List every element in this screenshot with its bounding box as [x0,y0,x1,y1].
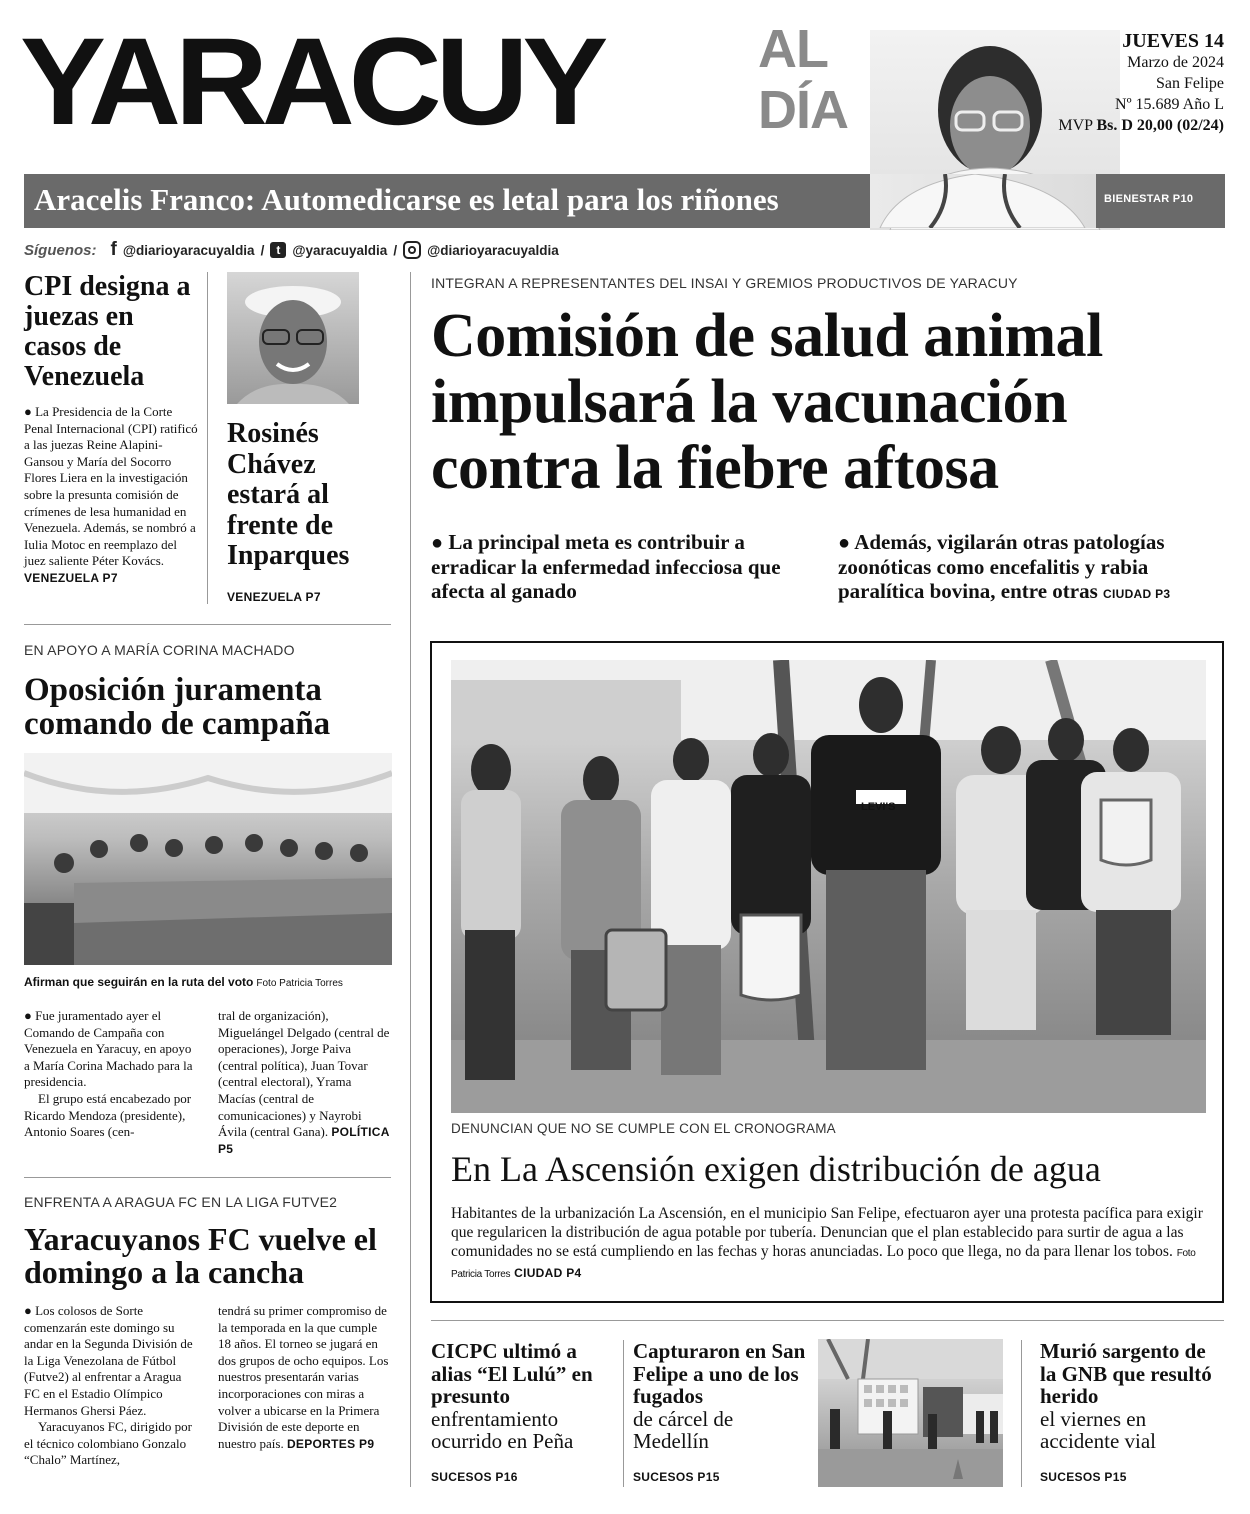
main-deck-1 [431,530,811,603]
brief-2-section[interactable]: SUCESOS P15 [633,1470,720,1484]
oposicion-section[interactable]: POLÍTICA P5 [218,1125,390,1156]
yaracuyanos-col1 [24,1303,198,1469]
price-prefix: MVP [1058,117,1093,134]
edition-day: JUEVES 14 [1122,30,1224,52]
banner-headline[interactable]: Aracelis Franco: Automedicarse es letal para los riñones [34,182,779,217]
bullet-dot: ● [838,532,851,554]
oposicion-col1 [24,1008,198,1141]
brief-3-rest: el viernes en accidente vial [1040,1406,1157,1453]
edition-price [1058,115,1224,136]
social-sep-2: / [393,242,398,258]
photo-protesta-agua [451,660,1206,1113]
edition-date: Marzo de 2024 [1127,54,1224,71]
agua-kicker: DENUNCIAN QUE NO SE CUMPLE CON EL CRONOGRAMA [451,1121,836,1136]
brief-3-bold: Murió sargento de la GNB que resultó herido [1040,1339,1212,1408]
brief-1-rest: enfrentamiento ocurrido en Peña [431,1406,574,1453]
brief-2[interactable] [633,1340,813,1453]
divider-cpi-rosines [207,272,208,604]
agua-section[interactable]: CIUDAD P4 [514,1266,582,1280]
yaracuyanos-col1b-text: Yaracuyanos FC, dirigido por el técnico colombiano Gonzalo “Chalo” Martínez, [24,1419,192,1468]
masthead-title: YARACUY [20,13,603,151]
bullet-dot: ● [431,532,444,554]
masthead-al: AL [758,19,828,79]
agua-headline[interactable]: En La Ascensión exigen distribución de agua [451,1149,1101,1189]
social-sep-1: / [260,242,265,258]
brief-1-section[interactable]: SUCESOS P16 [431,1470,518,1484]
main-deck-2-text: Además, vigilarán otras patologías zoonóticas como encefalitis y rabia paralítica bovina, entre otras [838,530,1165,603]
agua-credit: Foto Patricia Torres [451,1248,1196,1280]
divider-brief-2-3 [1021,1340,1022,1487]
brief-1-bold: CICPC ultimó a alias “El Lulú” en presunto [431,1339,593,1408]
facebook-handle[interactable]: @diarioyaracuyaldia [122,242,255,258]
divider-briefs [431,1320,1224,1321]
bullet-dot: ● [24,404,32,419]
instagram-handle[interactable]: @diarioyaracuyaldia [427,242,559,258]
brief-1[interactable] [431,1340,616,1453]
yaracuyanos-col2-text: tendrá su primer compromiso de la temporada en la que cumple 18 años. El torneo se jugará en dos grupos de ocho equipos. Los nuestros presentarán varias incorporaciones con miras a volver a ubicarse en la Primera División de este deporte en nuestro país. [218,1303,389,1451]
banner-section[interactable]: BIENESTAR P10 [1104,193,1194,205]
oposicion-col1b-text: El grupo está encabezado por Ricardo Mendoza (presidente), Antonio Soares (cen- [24,1090,192,1140]
rosines-section[interactable]: VENEZUELA P7 [227,590,321,604]
main-section[interactable]: CIUDAD P3 [1103,587,1171,601]
agua-body-text: Habitantes de la urbanización La Ascensión, en el municipio San Felipe, efectuaron ayer una protesta pacífica para exigir que regularicen la distribución de agua potable por tubería. Denuncian que el plan establecido para surtir de agua a las comunidades no se está cumpliendo en las fechas y horas anunciadas. Lo poco que llega, no da para llenar los tobos. [451,1205,1203,1260]
twitter-icon[interactable]: t [270,242,286,258]
brief-2-rest: de cárcel de Medellín [633,1406,734,1453]
yaracuyanos-section[interactable]: DEPORTES P9 [286,1436,375,1451]
photo-carcel [818,1339,1003,1487]
edition-info [1058,30,1224,136]
yaracuyanos-col1-text: Los colosos de Sorte comenzarán este domingo su andar en la Segunda División de la Liga Venezolana de Fútbol (Futve2) al enfrentar a Aragua FC en el Estadio Olímpico Hermanos Ghersi Páez. [24,1303,193,1418]
cpi-body [24,404,199,587]
oposicion-headline[interactable]: Oposición juramenta comando de campaña [24,672,331,742]
masthead-dia: DÍA [758,80,848,140]
divider-top-left [24,624,391,625]
brief-3[interactable] [1040,1340,1225,1453]
cpi-headline[interactable]: CPI designa a juezas en casos de Venezuela [24,271,191,392]
social-label: Síguenos: [24,241,97,259]
main-kicker: INTEGRAN A REPRESENTANTES DEL INSAI Y GREMIOS PRODUCTIVOS DE YARACUY [431,275,1018,291]
bullet-dot: ● [24,1303,32,1318]
main-headline[interactable]: Comisión de salud animal impulsará la vacunación contra la fiebre aftosa [431,302,1103,502]
social-bar [24,239,559,261]
yaracuyanos-headline[interactable]: Yaracuyanos FC vuelve el domingo a la cancha [24,1221,377,1290]
divider-mid-left [24,1177,391,1178]
oposicion-col2-text: tral de organización), Miguelángel Delgado (central de operaciones), Jorge Paiva (central política), Juan Tovar (central electoral), Yrama Macías (central de comunicaciones) y Nayrobi Ávila (central Gana). [218,1008,390,1140]
oposicion-caption-text: Afirman que seguirán en la ruta del voto [24,975,254,989]
oposicion-credit: Foto Patricia Torres [256,978,343,989]
divider-left-right [410,272,411,1487]
instagram-icon[interactable] [403,241,421,259]
edition-issue: Nº 15.689 Año L [1115,96,1224,113]
rosines-headline[interactable]: Rosinés Chávez estará al frente de Inparques [227,418,350,571]
price-value: Bs. D 20,00 (02/24) [1096,117,1224,134]
edition-city: San Felipe [1156,75,1224,92]
yaracuyanos-kicker: ENFRENTA A ARAGUA FC EN LA LIGA FUTVE2 [24,1194,338,1210]
facebook-icon[interactable]: f [110,239,117,260]
shirt-logo: LEVI'S [861,801,896,813]
agua-body [451,1204,1211,1284]
oposicion-kicker: EN APOYO A MARÍA CORINA MACHADO [24,642,295,658]
main-deck-2 [838,530,1228,606]
portrait-overlay [870,174,1096,228]
oposicion-caption [24,975,392,990]
yaracuyanos-col2 [218,1303,392,1452]
photo-oposicion-acto [24,753,392,965]
bullet-dot: ● [24,1008,32,1023]
oposicion-col1-text: Fue juramentado ayer el Comando de Campaña con Venezuela en Yaracuy, en apoyo a María Corina Machado para la presidencia. [24,1008,193,1090]
photo-rosines-chavez [227,272,359,404]
oposicion-col2 [218,1008,392,1157]
brief-3-section[interactable]: SUCESOS P15 [1040,1470,1127,1484]
cpi-text: La Presidencia de la Corte Penal Internacional (CPI) ratificó a las juezas Reine Alapini-Gansou y María del Socorro Flores Liera en la investigación sobre la presunta comisión de crímenes de lesa humanidad en Venezuela. Además, se nombró a Iulia Motoc en reemplazo del juez saliente Péter Kovács. [24,404,198,569]
brief-2-bold: Capturaron en San Felipe a uno de los fugados [633,1339,806,1408]
main-deck-1-text: La principal meta es contribuir a erradicar la enfermedad infecciosa que afecta al ganado [431,530,781,603]
twitter-handle[interactable]: @yaracuyaldia [292,242,388,258]
divider-brief-1-2 [623,1340,624,1487]
cpi-section[interactable]: VENEZUELA P7 [24,570,118,585]
